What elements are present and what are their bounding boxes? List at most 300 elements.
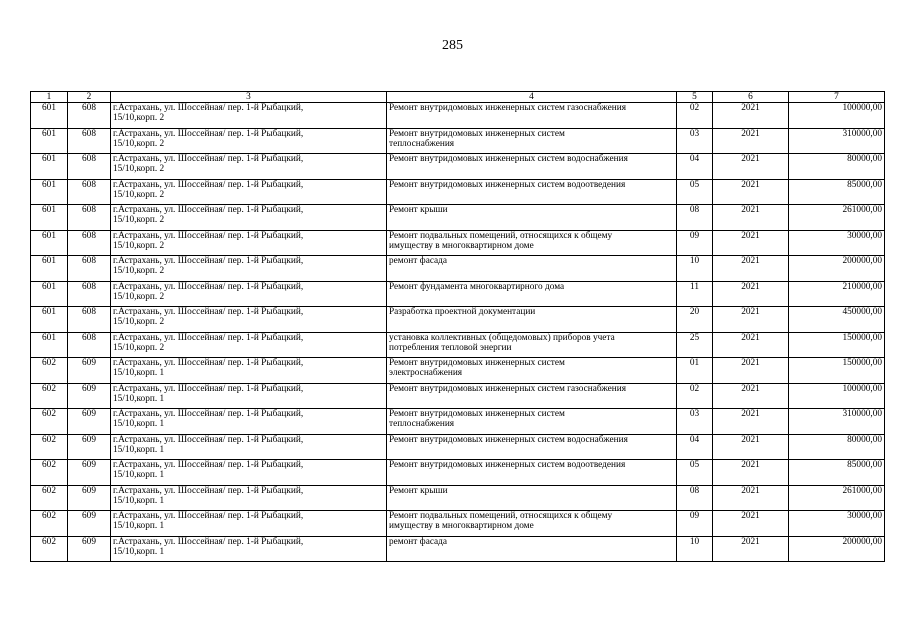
cell-code-text: 03 <box>689 128 700 139</box>
cell-address-text: 15/10,корп. 2 <box>113 317 165 327</box>
cell-col2-text: 609 <box>82 485 96 496</box>
cell-year <box>713 409 789 435</box>
cell-col1-text: 602 <box>42 460 56 470</box>
cell-year-text: 2021 <box>741 230 760 241</box>
cell-amount <box>789 511 885 537</box>
cell-col2 <box>68 128 111 154</box>
cell-work-type-text: установка коллективных (общедомовых) приборов учета <box>389 332 615 343</box>
cell-work-type <box>387 256 677 282</box>
cell-code-text: 10 <box>689 536 700 547</box>
cell-amount <box>789 179 885 205</box>
cell-col2-text: 609 <box>82 511 96 521</box>
column-header: 5 <box>677 92 713 103</box>
cell-address-text: 15/10,корп. 1 <box>113 419 165 429</box>
cell-amount-text: 100000,00 <box>842 383 882 394</box>
cell-col1 <box>31 409 68 435</box>
cell-address-text: г.Астрахань, ул. Шоссейная/ пер. 1-й Рыбацкий, <box>113 281 304 292</box>
cell-work-type-text: Ремонт внутридомовых инженерных систем <box>389 358 565 368</box>
table-row <box>31 358 885 384</box>
cell-code-text: 09 <box>689 230 700 241</box>
cell-code <box>677 434 713 460</box>
cell-col2 <box>68 154 111 180</box>
cell-col1 <box>31 434 68 460</box>
table-row <box>31 485 885 511</box>
table-row <box>31 383 885 409</box>
cell-address-text: 15/10,корп. 2 <box>113 215 165 225</box>
cell-amount <box>789 281 885 307</box>
cell-code <box>677 511 713 537</box>
cell-col2-text: 608 <box>82 230 96 241</box>
cell-year <box>713 179 789 205</box>
cell-col1 <box>31 154 68 180</box>
cell-year-text: 2021 <box>741 154 760 164</box>
cell-code <box>677 281 713 307</box>
cell-address <box>111 460 387 486</box>
cell-col1 <box>31 332 68 358</box>
cell-code <box>677 230 713 256</box>
cell-col1-text: 602 <box>42 536 56 547</box>
cell-amount-text: 150000,00 <box>842 332 882 343</box>
cell-address-text: 15/10,корп. 1 <box>113 470 165 480</box>
cell-year-text: 2021 <box>741 485 760 496</box>
cell-address-text: г.Астрахань, ул. Шоссейная/ пер. 1-й Рыбацкий, <box>113 256 304 266</box>
table-row <box>31 536 885 562</box>
cell-address-text: г.Астрахань, ул. Шоссейная/ пер. 1-й Рыбацкий, <box>113 307 304 317</box>
cell-work-type <box>387 230 677 256</box>
cell-year-text: 2021 <box>741 205 760 215</box>
cell-year-text: 2021 <box>741 409 760 419</box>
cell-col2-text: 609 <box>82 434 96 445</box>
table-row <box>31 409 885 435</box>
cell-col1-text: 601 <box>42 128 56 139</box>
cell-address <box>111 307 387 333</box>
cell-col1 <box>31 205 68 231</box>
cell-code <box>677 205 713 231</box>
cell-code-text: 01 <box>689 358 700 368</box>
cell-code-text: 04 <box>689 434 700 445</box>
cell-code <box>677 103 713 129</box>
cell-address-text: г.Астрахань, ул. Шоссейная/ пер. 1-й Рыбацкий, <box>113 103 304 113</box>
cell-address-text: г.Астрахань, ул. Шоссейная/ пер. 1-й Рыбацкий, <box>113 536 304 547</box>
cell-amount-text: 261000,00 <box>842 485 882 496</box>
cell-address <box>111 128 387 154</box>
cell-col1 <box>31 536 68 562</box>
cell-address-text: г.Астрахань, ул. Шоссейная/ пер. 1-й Рыбацкий, <box>113 485 304 496</box>
cell-year-text: 2021 <box>741 358 760 368</box>
cell-col2 <box>68 536 111 562</box>
cell-year-text: 2021 <box>741 332 760 343</box>
cell-work-type <box>387 358 677 384</box>
cell-work-type <box>387 536 677 562</box>
cell-year <box>713 256 789 282</box>
table-row <box>31 230 885 256</box>
cell-work-type <box>387 205 677 231</box>
cell-work-type <box>387 179 677 205</box>
cell-address <box>111 154 387 180</box>
cell-col2-text: 608 <box>82 281 96 292</box>
cell-address <box>111 103 387 129</box>
cell-col2-text: 608 <box>82 307 96 317</box>
column-header: 6 <box>713 92 789 103</box>
cell-col2 <box>68 281 111 307</box>
cell-work-type-text: теплоснабжения <box>389 419 455 429</box>
cell-col1 <box>31 179 68 205</box>
cell-col1-text: 601 <box>42 230 56 241</box>
cell-code <box>677 128 713 154</box>
cell-col1-text: 602 <box>42 383 56 394</box>
cell-address <box>111 281 387 307</box>
cell-amount <box>789 383 885 409</box>
table-row <box>31 128 885 154</box>
cell-code-text: 11 <box>690 281 699 292</box>
cell-work-type <box>387 485 677 511</box>
cell-col1 <box>31 307 68 333</box>
cell-year-text: 2021 <box>741 256 760 266</box>
cell-amount-text: 200000,00 <box>842 256 882 266</box>
cell-year-text: 2021 <box>741 383 760 394</box>
cell-work-type <box>387 332 677 358</box>
cell-col1 <box>31 511 68 537</box>
cell-work-type <box>387 128 677 154</box>
page-number: 285 <box>442 38 463 53</box>
cell-address-text: 15/10,корп. 1 <box>113 521 165 531</box>
cell-amount <box>789 485 885 511</box>
cell-work-type-text: имуществу в многоквартирном доме <box>389 240 534 251</box>
cell-code <box>677 409 713 435</box>
cell-amount-text: 150000,00 <box>842 358 882 368</box>
cell-address <box>111 536 387 562</box>
cell-year <box>713 434 789 460</box>
cell-address-text: 15/10,корп. 1 <box>113 444 165 455</box>
cell-year-text: 2021 <box>741 434 760 445</box>
cell-col2 <box>68 332 111 358</box>
cell-work-type-text: имуществу в многоквартирном доме <box>389 521 534 531</box>
cell-col2 <box>68 230 111 256</box>
cell-address-text: г.Астрахань, ул. Шоссейная/ пер. 1-й Рыбацкий, <box>113 128 304 139</box>
cell-work-type <box>387 460 677 486</box>
cell-amount-text: 310000,00 <box>842 409 882 419</box>
cell-address-text: 15/10,корп. 1 <box>113 546 165 557</box>
cell-col1-text: 601 <box>42 103 56 113</box>
cell-col2-text: 608 <box>82 205 96 215</box>
cell-address-text: г.Астрахань, ул. Шоссейная/ пер. 1-й Рыбацкий, <box>113 230 304 241</box>
cell-code-text: 25 <box>689 332 700 343</box>
cell-col2 <box>68 103 111 129</box>
cell-amount <box>789 332 885 358</box>
cell-code <box>677 332 713 358</box>
cell-work-type <box>387 103 677 129</box>
cell-work-type <box>387 383 677 409</box>
column-header: 1 <box>31 92 68 103</box>
cell-code-text: 02 <box>689 103 700 113</box>
table-row <box>31 154 885 180</box>
cell-address-text: г.Астрахань, ул. Шоссейная/ пер. 1-й Рыбацкий, <box>113 154 304 164</box>
cell-address <box>111 179 387 205</box>
cell-amount <box>789 536 885 562</box>
cell-col1 <box>31 256 68 282</box>
cell-work-type-text: Ремонт внутридомовых инженерных систем водоотведения <box>389 179 626 190</box>
cell-amount-text: 30000,00 <box>847 230 882 241</box>
cell-address-text: г.Астрахань, ул. Шоссейная/ пер. 1-й Рыбацкий, <box>113 460 304 470</box>
cell-address <box>111 511 387 537</box>
table-row <box>31 103 885 129</box>
cell-address-text: 15/10,корп. 1 <box>113 393 165 404</box>
cell-amount <box>789 128 885 154</box>
cell-address <box>111 409 387 435</box>
table-row <box>31 281 885 307</box>
cell-col2 <box>68 511 111 537</box>
cell-col2-text: 608 <box>82 103 96 113</box>
cell-work-type-text: Ремонт фундамента многоквартирного дома <box>389 281 565 292</box>
cell-work-type-text: Ремонт внутридомовых инженерных систем газоснабжения <box>389 383 626 394</box>
cell-work-type-text: Ремонт внутридомовых инженерных систем водоснабжения <box>389 154 628 164</box>
cell-col1-text: 601 <box>42 205 56 215</box>
cell-address <box>111 485 387 511</box>
cell-amount-text: 450000,00 <box>842 307 882 317</box>
cell-address-text: 15/10,корп. 1 <box>113 495 165 506</box>
cell-col1 <box>31 230 68 256</box>
cell-address <box>111 434 387 460</box>
register-table <box>30 91 885 562</box>
cell-address-text: 15/10,корп. 2 <box>113 240 165 251</box>
cell-amount-text: 310000,00 <box>842 128 882 139</box>
cell-year-text: 2021 <box>741 460 760 470</box>
cell-address-text: г.Астрахань, ул. Шоссейная/ пер. 1-й Рыбацкий, <box>113 434 304 445</box>
cell-amount <box>789 434 885 460</box>
cell-address-text: 15/10,корп. 2 <box>113 189 165 200</box>
cell-address-text: г.Астрахань, ул. Шоссейная/ пер. 1-й Рыбацкий, <box>113 409 304 419</box>
table-row <box>31 332 885 358</box>
table-row <box>31 205 885 231</box>
cell-year <box>713 460 789 486</box>
cell-code <box>677 154 713 180</box>
cell-col2-text: 609 <box>82 460 96 470</box>
column-header: 4 <box>387 92 677 103</box>
cell-amount <box>789 103 885 129</box>
cell-address-text: 15/10,корп. 1 <box>113 368 165 378</box>
cell-col2-text: 609 <box>82 383 96 394</box>
cell-address-text: г.Астрахань, ул. Шоссейная/ пер. 1-й Рыбацкий, <box>113 332 304 343</box>
cell-col2 <box>68 307 111 333</box>
cell-code <box>677 358 713 384</box>
cell-code-text: 05 <box>689 460 700 470</box>
cell-work-type-text: Ремонт подвальных помещений, относящихся к общему <box>389 230 613 241</box>
cell-work-type-text: потребления тепловой энергии <box>389 342 512 353</box>
cell-code <box>677 460 713 486</box>
cell-year <box>713 511 789 537</box>
cell-col1 <box>31 358 68 384</box>
cell-amount <box>789 460 885 486</box>
cell-address <box>111 332 387 358</box>
cell-work-type <box>387 154 677 180</box>
cell-amount-text: 80000,00 <box>847 154 882 164</box>
cell-work-type-text: теплоснабжения <box>389 138 455 149</box>
cell-col1 <box>31 460 68 486</box>
cell-work-type <box>387 511 677 537</box>
cell-year-text: 2021 <box>741 536 760 547</box>
cell-year <box>713 485 789 511</box>
cell-address-text: 15/10,корп. 2 <box>113 266 165 276</box>
cell-amount-text: 261000,00 <box>842 205 882 215</box>
cell-address <box>111 256 387 282</box>
cell-year-text: 2021 <box>741 103 760 113</box>
cell-amount <box>789 358 885 384</box>
cell-code-text: 03 <box>689 409 700 419</box>
cell-year-text: 2021 <box>741 307 760 317</box>
cell-year <box>713 128 789 154</box>
cell-col1-text: 601 <box>42 179 56 190</box>
cell-code-text: 02 <box>689 383 700 394</box>
cell-col1-text: 601 <box>42 332 56 343</box>
cell-col1-text: 601 <box>42 256 56 266</box>
cell-col2 <box>68 358 111 384</box>
cell-year-text: 2021 <box>741 179 760 190</box>
cell-col2 <box>68 460 111 486</box>
cell-code <box>677 485 713 511</box>
cell-amount <box>789 307 885 333</box>
cell-year-text: 2021 <box>741 281 760 292</box>
cell-col1 <box>31 103 68 129</box>
cell-work-type-text: Ремонт внутридомовых инженерных систем <box>389 128 565 139</box>
table-row <box>31 434 885 460</box>
cell-year <box>713 332 789 358</box>
cell-address <box>111 383 387 409</box>
cell-work-type <box>387 307 677 333</box>
cell-work-type <box>387 409 677 435</box>
cell-amount-text: 200000,00 <box>842 536 882 547</box>
cell-work-type <box>387 434 677 460</box>
cell-code <box>677 179 713 205</box>
cell-work-type-text: Разработка проектной документации <box>389 307 536 317</box>
cell-col1 <box>31 128 68 154</box>
cell-col1 <box>31 383 68 409</box>
cell-col2 <box>68 485 111 511</box>
table-row <box>31 511 885 537</box>
cell-col2 <box>68 409 111 435</box>
table-row <box>31 179 885 205</box>
cell-code-text: 08 <box>689 485 700 496</box>
cell-code <box>677 307 713 333</box>
cell-amount <box>789 409 885 435</box>
cell-year-text: 2021 <box>741 128 760 139</box>
cell-work-type-text: Ремонт внутридомовых инженерных систем водоотведения <box>389 460 626 470</box>
cell-work-type-text: Ремонт внутридомовых инженерных систем водоснабжения <box>389 434 628 445</box>
cell-col2-text: 608 <box>82 128 96 139</box>
cell-amount <box>789 256 885 282</box>
cell-code-text: 20 <box>689 307 700 317</box>
column-header: 2 <box>68 92 111 103</box>
cell-col1-text: 601 <box>42 281 56 292</box>
cell-col1-text: 602 <box>42 434 56 445</box>
cell-col2-text: 608 <box>82 332 96 343</box>
cell-amount <box>789 230 885 256</box>
cell-code <box>677 383 713 409</box>
cell-work-type-text: Ремонт крыши <box>389 205 448 215</box>
cell-address-text: 15/10,корп. 2 <box>113 138 165 149</box>
cell-year <box>713 103 789 129</box>
cell-year <box>713 307 789 333</box>
cell-col2-text: 609 <box>82 409 96 419</box>
cell-code <box>677 536 713 562</box>
cell-amount-text: 80000,00 <box>847 434 882 445</box>
cell-address-text: г.Астрахань, ул. Шоссейная/ пер. 1-й Рыбацкий, <box>113 358 304 368</box>
cell-address-text: г.Астрахань, ул. Шоссейная/ пер. 1-й Рыбацкий, <box>113 383 304 394</box>
cell-address-text: г.Астрахань, ул. Шоссейная/ пер. 1-й Рыбацкий, <box>113 205 304 215</box>
cell-code-text: 09 <box>689 511 700 521</box>
cell-amount-text: 210000,00 <box>842 281 882 292</box>
cell-col1-text: 602 <box>42 358 56 368</box>
cell-work-type-text: электроснабжения <box>389 368 463 378</box>
cell-col1 <box>31 281 68 307</box>
cell-work-type-text: ремонт фасада <box>389 256 448 266</box>
cell-col1 <box>31 485 68 511</box>
cell-year <box>713 281 789 307</box>
cell-work-type-text: Ремонт подвальных помещений, относящихся к общему <box>389 511 613 521</box>
column-header: 3 <box>111 92 387 103</box>
cell-year <box>713 383 789 409</box>
cell-amount <box>789 205 885 231</box>
cell-work-type <box>387 281 677 307</box>
table-row <box>31 307 885 333</box>
header-row <box>31 92 885 103</box>
table-row <box>31 256 885 282</box>
cell-amount-text: 85000,00 <box>847 460 882 470</box>
cell-code-text: 05 <box>689 179 700 190</box>
cell-col2 <box>68 256 111 282</box>
cell-work-type-text: Ремонт внутридомовых инженерных систем газоснабжения <box>389 103 626 113</box>
cell-year <box>713 358 789 384</box>
cell-col2-text: 608 <box>82 179 96 190</box>
cell-col2-text: 608 <box>82 256 96 266</box>
cell-year <box>713 154 789 180</box>
cell-work-type-text: ремонт фасада <box>389 536 448 547</box>
cell-col2 <box>68 434 111 460</box>
column-header: 7 <box>789 92 885 103</box>
cell-address-text: 15/10,корп. 2 <box>113 342 165 353</box>
cell-work-type-text: Ремонт крыши <box>389 485 448 496</box>
table-row <box>31 460 885 486</box>
cell-address <box>111 205 387 231</box>
cell-col2 <box>68 383 111 409</box>
cell-col2-text: 608 <box>82 154 96 164</box>
cell-year-text: 2021 <box>741 511 760 521</box>
cell-address <box>111 358 387 384</box>
cell-col2-text: 609 <box>82 536 96 547</box>
cell-code-text: 10 <box>689 256 700 266</box>
cell-col1-text: 602 <box>42 511 56 521</box>
cell-amount-text: 30000,00 <box>847 511 882 521</box>
cell-code <box>677 256 713 282</box>
cell-address-text: г.Астрахань, ул. Шоссейная/ пер. 1-й Рыбацкий, <box>113 179 304 190</box>
cell-col1-text: 601 <box>42 307 56 317</box>
cell-col2 <box>68 179 111 205</box>
cell-year <box>713 536 789 562</box>
cell-code-text: 08 <box>689 205 700 215</box>
cell-address-text: 15/10,корп. 2 <box>113 113 165 123</box>
cell-amount-text: 85000,00 <box>847 179 882 190</box>
cell-amount-text: 100000,00 <box>842 103 882 113</box>
cell-address-text: г.Астрахань, ул. Шоссейная/ пер. 1-й Рыбацкий, <box>113 511 304 521</box>
cell-work-type-text: Ремонт внутридомовых инженерных систем <box>389 409 565 419</box>
cell-code-text: 04 <box>689 154 700 164</box>
cell-col1-text: 601 <box>42 154 56 164</box>
cell-year <box>713 205 789 231</box>
cell-col1-text: 602 <box>42 485 56 496</box>
cell-col1-text: 602 <box>42 409 56 419</box>
cell-address-text: 15/10,корп. 2 <box>113 291 165 302</box>
cell-amount <box>789 154 885 180</box>
cell-year <box>713 230 789 256</box>
